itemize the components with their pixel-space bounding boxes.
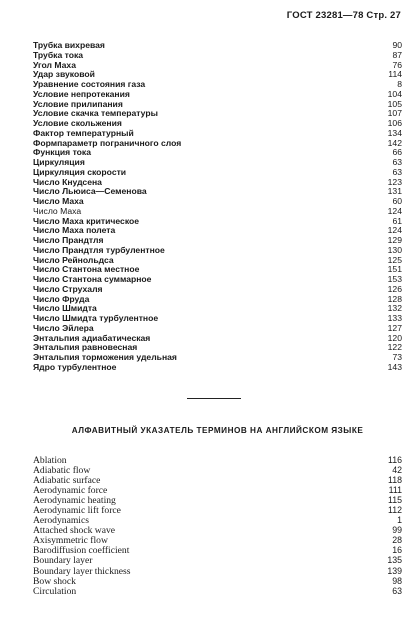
page-number: 42 [392,465,402,476]
term-text: Число Рейнольдса [33,254,114,265]
page-number: 87 [392,49,402,60]
term-text: Boundary layer [33,555,93,567]
term-text: Условие прилипания [33,98,123,109]
term-text: Число Маха [33,205,82,216]
term-text: Adiabatic surface [33,475,101,487]
page-number: 128 [387,293,402,304]
term-text: Число Стантона суммарное [33,274,152,284]
index-entry [33,535,402,545]
term-text: Aerodynamic force [33,485,108,497]
term-text: Число Маха полета [33,225,116,236]
page-number: 60 [392,196,402,206]
term-text: Число Льюиса—Семенова [33,186,147,197]
page-number: 130 [387,244,402,255]
page-number: 99 [392,525,402,536]
page-number: 143 [387,361,402,372]
page-number: 126 [387,283,402,294]
page-number: 123 [387,176,402,187]
index-entry [33,41,402,51]
term-text: Adiabatic flow [33,465,91,477]
page-number: 118 [387,475,402,486]
term-text: Aerodynamic heating [33,495,116,507]
term-text: Фактор температурный [33,127,134,138]
term-text: Трубка тока [33,49,84,60]
section-divider [187,398,241,399]
page-number: 1 [397,515,402,526]
term-text: Barodiffusion coefficient [33,545,130,557]
page-number: 129 [387,235,402,245]
page-number: 115 [387,495,402,506]
term-text: Ядро турбулентное [33,361,117,372]
term-text: Attached shock wave [33,525,116,537]
index-entry [33,576,402,586]
index-entry [33,495,402,505]
term-text: Удар звуковой [33,69,95,80]
page-number: 133 [387,313,402,323]
page-number: 131 [387,186,402,197]
page-number: 105 [387,98,402,109]
term-text: Энтальпия торможения удельная [33,352,177,362]
term-text: Число Кнудсена [33,176,102,187]
term-text: Энтальпия равновесная [33,342,138,353]
page-number: 16 [392,545,402,556]
term-text: Число Струхаля [33,283,103,294]
index-entry [33,555,402,565]
term-text: Число Эйлера [33,322,94,333]
page-number: 124 [387,205,402,216]
term-text: Число Шмидта [33,303,97,314]
index-entry [33,465,402,475]
index-entry [33,485,402,495]
page-number: 8 [397,79,402,89]
page-number: 107 [387,108,402,119]
page-number: 114 [388,69,402,80]
term-text: Условие непротекания [33,88,130,99]
page-number: 120 [387,332,402,343]
page-number: 122 [387,342,402,353]
term-text: Axisymmetric flow [33,535,108,547]
page-number: 106 [387,118,402,128]
term-text: Уравнение состояния газа [33,79,146,89]
page-number: 135 [387,555,402,566]
page-number: 142 [387,137,402,148]
term-text: Угол Маха [33,59,76,70]
term-text: Число Прандтля [33,235,104,245]
index-entry [33,515,402,525]
index-entry [33,51,402,61]
term-text: Условие скачка температуры [33,108,158,119]
page-number: 124 [387,225,402,236]
page-number: 61 [392,215,402,226]
page-number: 63 [392,157,402,167]
page-number: 28 [392,535,402,546]
index-entry [33,455,402,465]
term-text: Число Маха [33,196,84,206]
page-number: 139 [387,565,402,576]
index-entry [33,363,402,373]
page-number: 132 [387,303,402,314]
index-entry [33,566,402,576]
term-text: Aerodynamic lift force [33,505,121,517]
index-entry [33,197,402,207]
term-text: Циркуляция [33,157,85,167]
page-number: 63 [392,166,402,177]
index-entry [33,505,402,515]
term-text: Трубка вихревая [33,40,105,50]
page-number: 151 [387,264,402,275]
term-text: Циркуляция скорости [33,166,127,177]
term-text: Функция тока [33,147,91,158]
term-text: Условие скольжения [33,118,122,128]
term-text: Энтальпия адиабатическая [33,332,151,343]
page-number: 90 [392,40,402,50]
term-text: Bow shock [33,575,76,587]
page-number: 112 [387,505,402,516]
term-text: Число Маха критическое [33,215,140,226]
page-number: 116 [387,455,402,465]
term-text: Boundary layer thickness [33,565,131,577]
page-number: 98 [392,575,402,586]
index-entry [33,586,402,596]
page-number: 104 [387,88,402,99]
page-number: 134 [387,127,402,138]
page-number: 76 [392,59,402,70]
term-text: Формпараметр пограничного слоя [33,137,182,148]
term-text: Число Шмидта турбулентное [33,313,159,323]
russian-term-index [33,41,402,373]
page-number: 127 [387,322,402,333]
term-text: Число Фруда [33,293,90,304]
section-heading: АЛФАВИТНЫЙ УКАЗАТЕЛЬ ТЕРМИНОВ НА АНГЛИЙСКОМ ЯЗЫКЕ [71,426,364,435]
page-number: 63 [392,585,402,596]
term-text: Circulation [33,585,77,597]
index-entry [33,148,402,158]
index-entry [33,475,402,485]
page-number: 125 [387,254,402,265]
page-header: ГОСТ 23281—78 Стр. 27 [286,10,401,21]
page-number: 153 [387,274,402,284]
term-text: Число Прандтля турбулентное [33,244,165,255]
page-number: 66 [392,147,402,158]
english-term-index [33,455,402,596]
term-text: Ablation [33,455,67,466]
term-text: Число Стантона местное [33,264,140,275]
page-number: 73 [392,352,402,362]
index-entry [33,187,402,197]
page-number: 111 [388,485,402,496]
index-entry [33,545,402,555]
index-entry [33,525,402,535]
term-text: Aerodynamics [33,515,89,527]
